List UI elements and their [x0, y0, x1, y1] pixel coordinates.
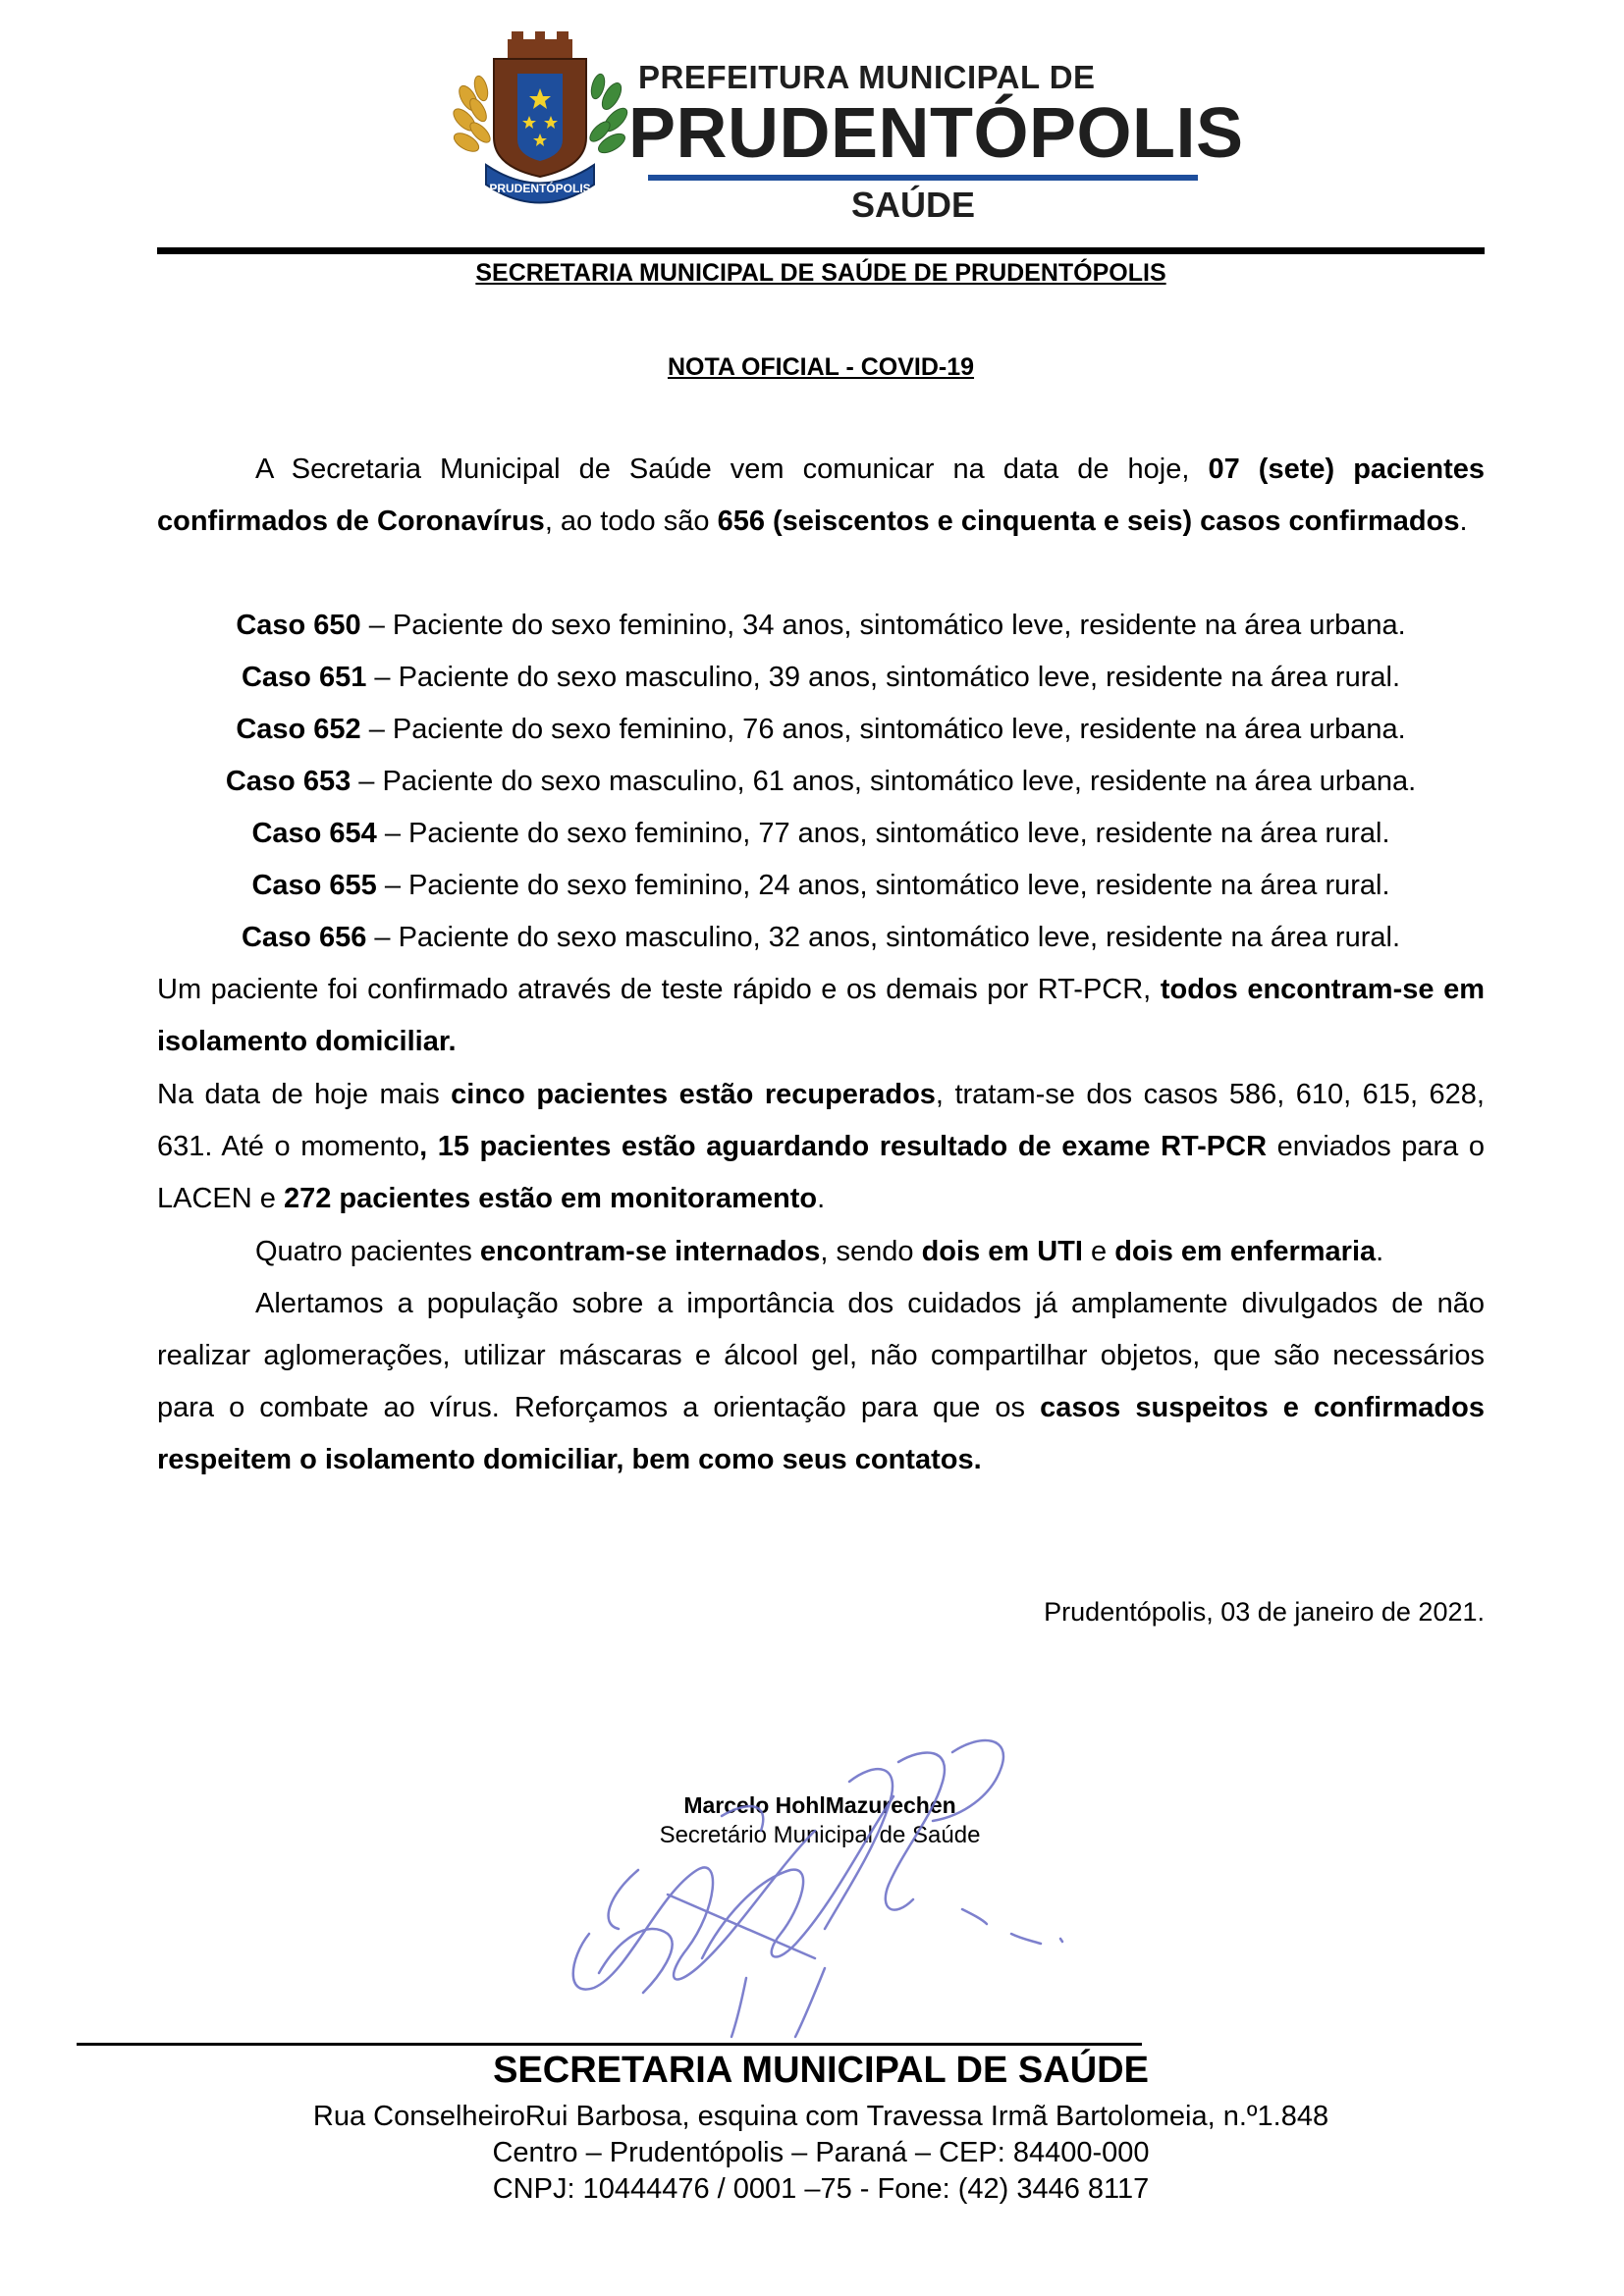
recovered-bold-2: , 15 pacientes estão aguardando resultado de exame RT-PCR	[419, 1131, 1268, 1162]
recovered-text-4: .	[817, 1183, 826, 1214]
case-text: – Paciente do sexo feminino, 24 anos, sintomático leve, residente na área rural.	[376, 870, 1390, 901]
case-label: Caso 651	[241, 662, 367, 693]
hospital-text-3: e	[1082, 1236, 1115, 1267]
test-bold: todos encontram-se em isolamento domiciliar.	[157, 974, 1485, 1057]
intro-bold-2: 656 (seiscentos e cinquenta e seis) casos confirmados	[717, 506, 1460, 537]
alert-bold: casos suspeitos e confirmados respeitem o isolamento domiciliar, bem como seus contatos.	[157, 1392, 1485, 1475]
recovered-bold-1: cinco pacientes estão recuperados	[451, 1079, 936, 1110]
recovered-text-3: enviados para o LACEN e	[157, 1131, 1485, 1214]
hospital-text-4: .	[1376, 1236, 1384, 1267]
date-line: Prudentópolis, 03 de janeiro de 2021.	[1044, 1597, 1485, 1627]
case-text: – Paciente do sexo feminino, 76 anos, sintomático leve, residente na área urbana.	[360, 714, 1406, 745]
case-label: Caso 654	[251, 818, 377, 849]
case-label: Caso 652	[236, 714, 361, 745]
logo-underline	[648, 175, 1198, 181]
test-method-paragraph	[157, 964, 1485, 1068]
case-item	[157, 756, 1485, 808]
footer-city: Centro – Prudentópolis – Paraná – CEP: 84400-000	[492, 2137, 1150, 2168]
logo-line-saude: SAÚDE	[850, 185, 976, 225]
test-text: Um paciente foi confirmado através de teste rápido e os demais por RT-PCR,	[157, 974, 1161, 1005]
hospital-bold-1: encontram-se internados	[479, 1236, 821, 1267]
logo-line-city: PRUDENTÓPOLIS	[628, 94, 1244, 173]
case-text: – Paciente do sexo masculino, 32 anos, sintomático leve, residente na área rural.	[366, 922, 1400, 953]
footer-contact: CNPJ: 10444476 / 0001 –75 - Fone: (42) 3446 8117	[492, 2173, 1150, 2205]
case-item	[157, 652, 1485, 704]
case-text: – Paciente do sexo feminino, 34 anos, sintomático leve, residente na área urbana.	[360, 610, 1406, 641]
hospital-bold-2: dois em UTI	[921, 1236, 1083, 1267]
handwritten-signature-icon	[550, 1723, 1119, 2047]
header-divider	[157, 247, 1485, 254]
recovered-text-2: , tratam-se dos casos 586, 610, 615, 628, 631. Até o momento	[157, 1079, 1485, 1162]
case-list	[157, 600, 1485, 964]
case-item	[157, 912, 1485, 964]
case-text: – Paciente do sexo masculino, 61 anos, sintomático leve, residente na área urbana.	[351, 766, 1417, 797]
municipal-crest-icon	[447, 29, 633, 211]
signatory-role: Secretário Municipal de Saúde	[659, 1822, 981, 1848]
department-heading: SECRETARIA MUNICIPAL DE SAÚDE DE PRUDENTÓPOLIS	[475, 259, 1166, 287]
hospital-text-1: Quatro pacientes	[255, 1236, 480, 1267]
intro-text-2: , ao todo são	[544, 506, 718, 537]
hospital-bold-3: dois em enfermaria	[1114, 1236, 1377, 1267]
case-item	[157, 704, 1485, 756]
header-logo	[447, 29, 1244, 225]
recovered-bold-3: 272 pacientes estão em monitoramento	[283, 1183, 818, 1214]
hospitalized-paragraph	[157, 1226, 1485, 1278]
intro-text-1: A Secretaria Municipal de Saúde vem comunicar na data de hoje,	[255, 454, 1209, 485]
case-label: Caso 656	[241, 922, 367, 953]
intro-text-3: .	[1459, 506, 1468, 537]
alert-paragraph	[157, 1278, 1485, 1486]
alert-text: Alertamos a população sobre a importância dos cuidados já amplamente divulgados de não realizar aglomerações, utilizar máscaras e álcool gel, não compartilhar objetos, que são necessários para o combate ao vírus. Reforçamos a orientação para que os	[157, 1288, 1485, 1423]
signatory-name: Marcelo HohlMazurechen	[683, 1792, 956, 1818]
document-title: NOTA OFICIAL - COVID-19	[667, 353, 975, 381]
case-text: – Paciente do sexo masculino, 39 anos, sintomático leve, residente na área rural.	[366, 662, 1400, 693]
intro-bold-1: 07 (sete) pacientes confirmados de Coronavírus	[157, 454, 1486, 537]
case-label: Caso 650	[236, 610, 361, 641]
crest-ribbon-text: PRUDENTÓPOLIS	[489, 182, 591, 195]
case-item	[157, 808, 1485, 860]
intro-paragraph	[157, 444, 1485, 548]
recovered-text-1: Na data de hoje mais	[157, 1079, 452, 1110]
recovered-paragraph	[157, 1069, 1485, 1225]
case-text: – Paciente do sexo feminino, 77 anos, sintomático leve, residente na área rural.	[376, 818, 1390, 849]
hospital-text-2: , sendo	[820, 1236, 922, 1267]
footer-address: Rua ConselheiroRui Barbosa, esquina com Travessa Irmã Bartolomeia, n.º1.848	[312, 2101, 1329, 2132]
logo-wordmark	[628, 59, 1244, 226]
logo-line-prefeitura: PREFEITURA MUNICIPAL DE	[638, 59, 1096, 95]
case-label: Caso 653	[225, 766, 352, 797]
footer-organization: SECRETARIA MUNICIPAL DE SAÚDE	[493, 2050, 1149, 2091]
case-item	[157, 860, 1485, 912]
footer-divider	[77, 2043, 1142, 2046]
case-label: Caso 655	[251, 870, 377, 901]
case-item	[157, 600, 1485, 652]
